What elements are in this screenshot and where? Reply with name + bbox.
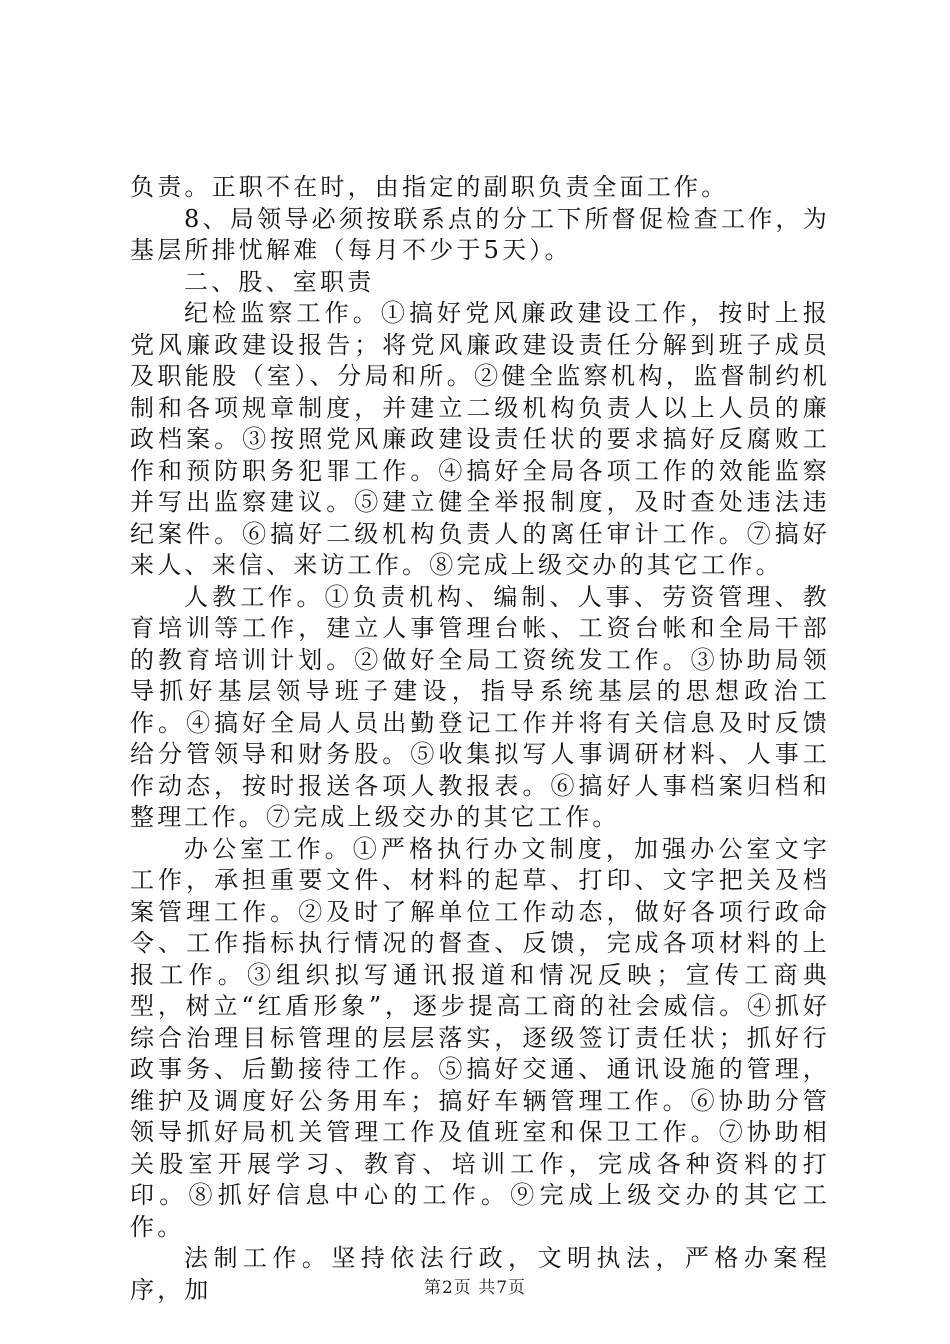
paragraph-personnel-education: 人教工作。①负责机构、编制、人事、劳资管理、教育培训等工作，建立人事管理台帐、工资台帐和全局干部的教育培训计划。②做好全局工资统发工作。③协助局领导抓好基层领导班子建设，指导系统基层的思想政治工作。④搞好全局人员出勤登记工作并将有关信息及时反馈给分管领导和财务股。⑤收集拟写人事调研材料、人事工作动态，按时报送各项人教报表。⑥搞好人事档案归档和整理工作。⑦完成上级交办的其它工作。	[130, 582, 830, 831]
paragraph-office-work: 办公室工作。①严格执行办文制度，加强办公室文字工作，承担重要文件、材料的起草、打印、文字把关及档案管理工作。②及时了解单位工作动态，做好各项行政命令、工作指标执行情况的督查、反馈，完成各项材料的上报工作。③组织拟写通讯报道和情况反映；宣传工商典型，树立“红盾形象”，逐步提高工商的社会威信。④抓好综合治理目标管理的层层落实，逐级签订责任状；抓好行政事务、后勤接待工作。⑤搞好交通、通讯设施的管理，维护及调度好公务用车；搞好车辆管理工作。⑥协助分管领导抓好局机关管理工作及值班室和保卫工作。⑦协助相关股室开展学习、教育、培训工作，完成各种资料的打印。⑧抓好信息中心的工作。⑨完成上级交办的其它工作。	[130, 834, 830, 1241]
page-footer	[0, 1273, 950, 1298]
section-heading: 二、股、室职责	[184, 267, 375, 296]
paragraph-legal-work: 法制工作。坚持依法行政，文明执法，严格办案程序，加	[130, 1244, 830, 1304]
paragraph-item-8: 8、局领导必须按联系点的分工下所督促检查工作，为基层所排忧解难（每月不少于5天）。	[130, 204, 830, 264]
paragraph-continuation: 负责。正职不在时，由指定的副职负责全面工作。	[130, 173, 729, 201]
page-indicator: 第2页 共7页	[423, 1278, 527, 1298]
paragraph-discipline-inspection: 纪检监察工作。①搞好党风廉政建设工作，按时上报党风廉政建设报告；将党风廉政建设责任分解到班子成员及职能股（室）、分局和所。②健全监察机构，监督制约机制和各项规章制度，并建立二级机构负责人以上人员的廉政档案。③按照党风廉政建设责任状的要求搞好反腐败工作和预防职务犯罪工作。④搞好全局各项工作的效能监察并写出监察建议。⑤建立健全举报制度，及时查处违法违纪案件。⑥搞好二级机构负责人的离任审计工作。⑦搞好来人、来信、来访工作。⑧完成上级交办的其它工作。	[130, 299, 830, 579]
document-body	[130, 172, 830, 1306]
